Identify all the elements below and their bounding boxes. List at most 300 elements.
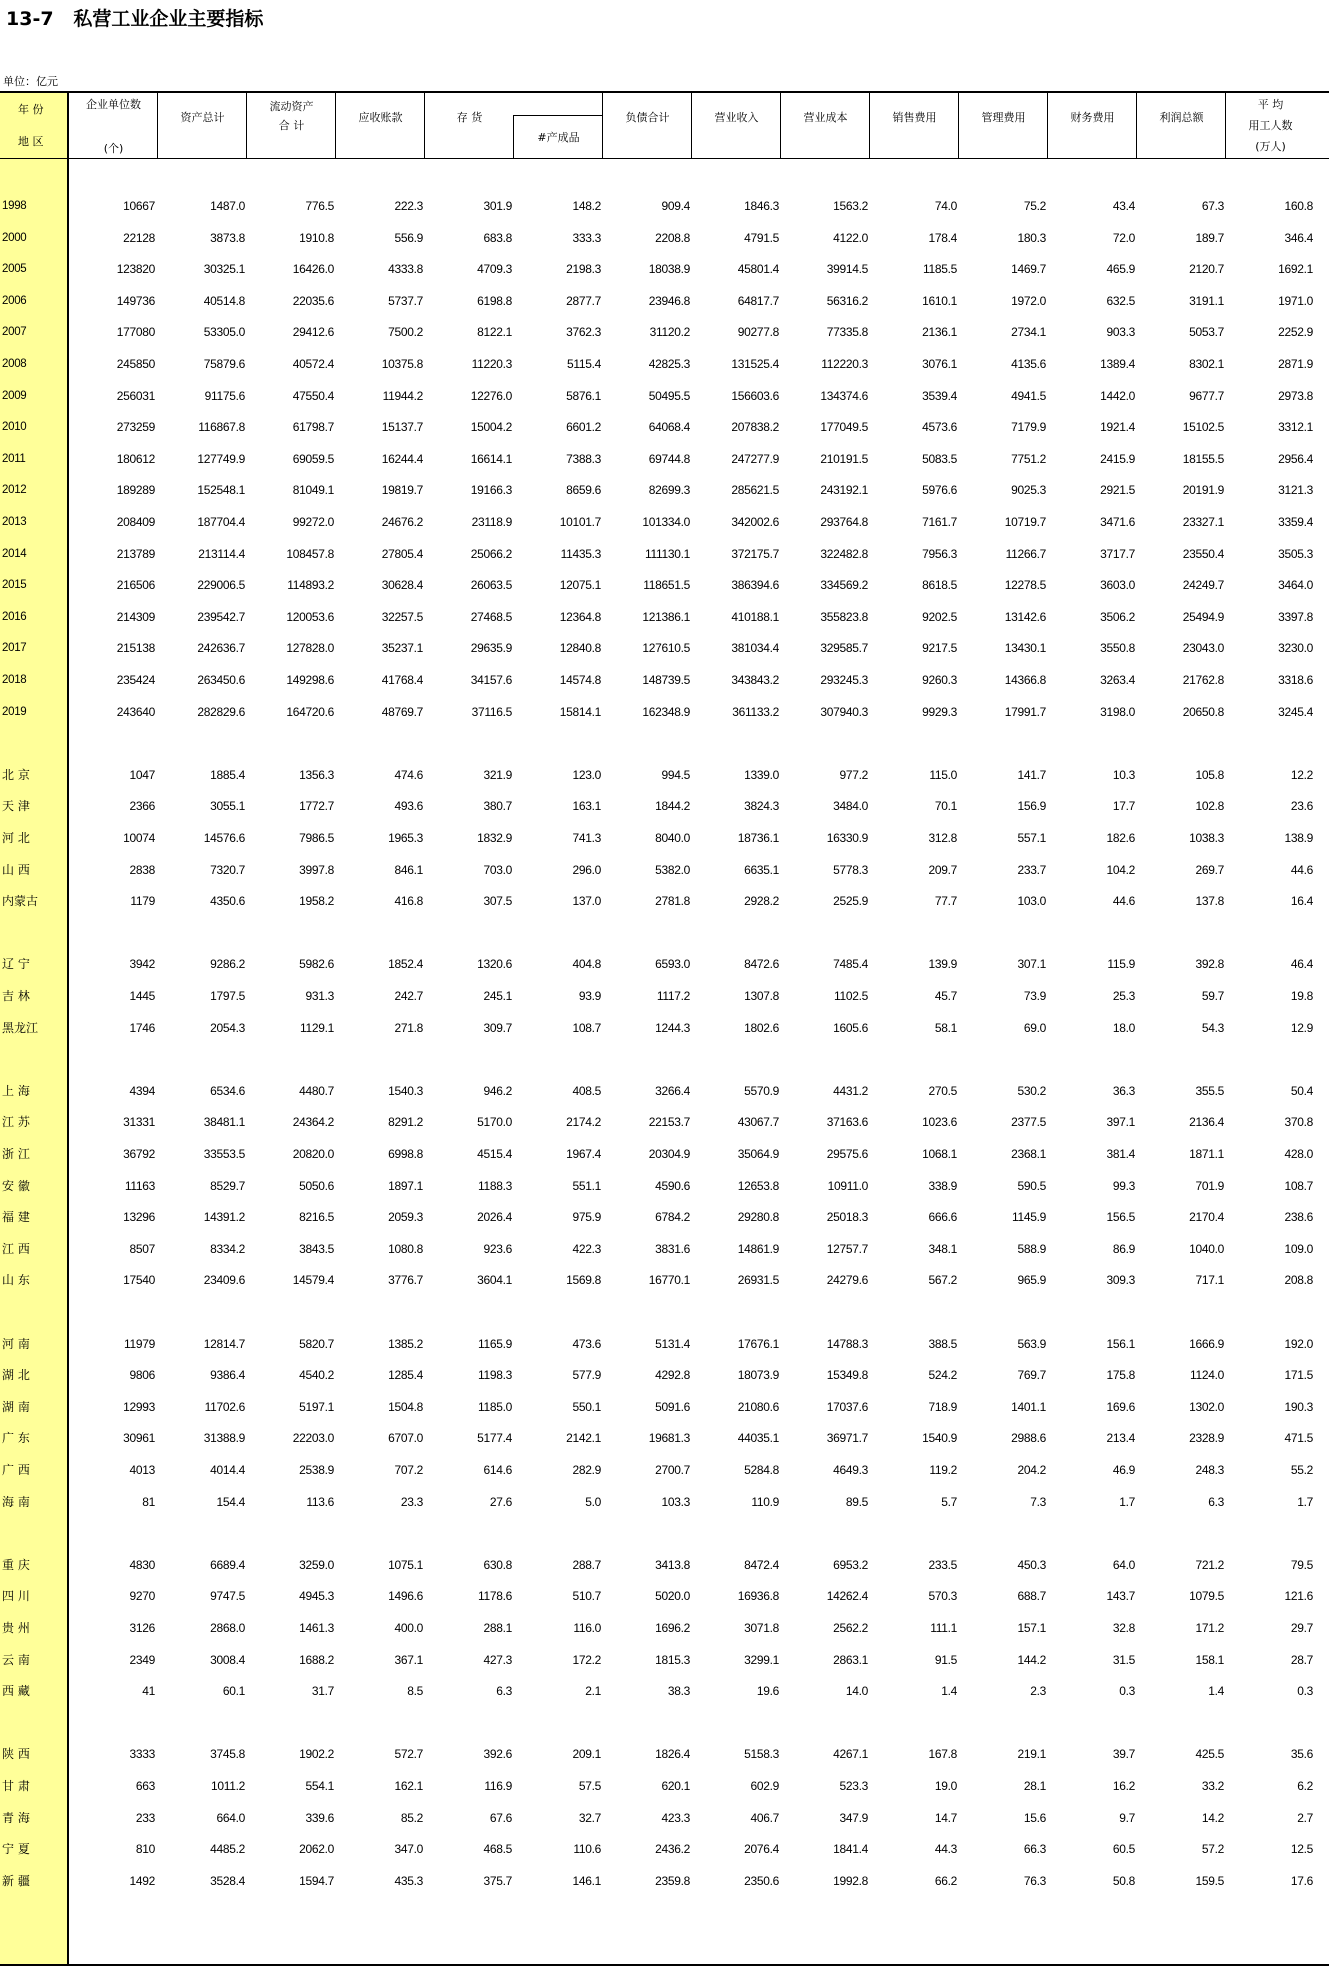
table-cell: 4431.2 <box>833 1083 868 1098</box>
table-cell: 213789 <box>116 546 155 561</box>
table-cell: 12.9 <box>1290 1020 1313 1035</box>
table-cell: 13142.6 <box>1004 609 1046 624</box>
header-divider <box>602 93 603 158</box>
table-cell: 1040.0 <box>1189 1241 1224 1256</box>
table-cell: 1302.0 <box>1189 1399 1224 1414</box>
year-row <box>0 608 1329 626</box>
table-cell: 5020.0 <box>655 1589 690 1604</box>
year-row <box>0 260 1329 278</box>
table-cell: 493.6 <box>394 799 423 814</box>
table-cell: 23043.0 <box>1182 641 1224 656</box>
table-cell: 333.3 <box>572 230 601 245</box>
table-cell: 32.7 <box>578 1810 601 1825</box>
table-cell: 8291.2 <box>388 1115 423 1130</box>
table-cell: 372175.7 <box>731 546 779 561</box>
table-cell: 7956.3 <box>922 546 957 561</box>
table-cell: 12.2 <box>1290 767 1313 782</box>
table-cell: 177049.5 <box>820 420 868 435</box>
table-cell: 1198.3 <box>477 1368 512 1383</box>
table-cell: 91175.6 <box>204 388 245 403</box>
table-cell: 29280.8 <box>737 1210 779 1225</box>
table-cell: 242.7 <box>394 989 423 1003</box>
table-cell: 3198.0 <box>1100 704 1135 719</box>
stub-header-year: 年 份 <box>18 103 44 116</box>
table-cell: 27.6 <box>489 1494 512 1509</box>
table-cell: 7500.2 <box>388 325 423 340</box>
year-row <box>0 355 1329 373</box>
table-cell: 2988.6 <box>1011 1431 1046 1446</box>
table-cell: 23327.1 <box>1182 515 1224 529</box>
table-cell: 1688.2 <box>299 1652 334 1667</box>
table-cell: 56316.2 <box>826 293 868 308</box>
table-cell: 8529.7 <box>210 1178 245 1193</box>
table-cell: 26931.5 <box>737 1273 779 1288</box>
table-cell: 108457.8 <box>286 546 334 561</box>
table-cell: 2.3 <box>1030 1684 1046 1699</box>
table-cell: 67.6 <box>489 1810 512 1825</box>
table-cell: 1185.5 <box>922 262 957 277</box>
header-subrule <box>514 115 603 116</box>
table-cell: 58.1 <box>934 1020 957 1035</box>
table-cell: 75.2 <box>1023 199 1046 213</box>
table-cell: 14576.6 <box>203 831 245 845</box>
table-cell: 427.3 <box>483 1652 512 1667</box>
table-cell: 178.4 <box>928 230 957 245</box>
table-cell: 27468.5 <box>470 609 512 624</box>
table-cell: 1967.4 <box>566 1147 601 1161</box>
table-cell: 5382.0 <box>655 862 690 877</box>
table-cell: 148739.5 <box>642 673 690 687</box>
table-cell: 50495.5 <box>648 388 690 403</box>
table-cell: 109.0 <box>1284 1241 1313 1256</box>
table-cell: 127828.0 <box>286 641 334 656</box>
year-label: 2000 <box>2 231 27 244</box>
table-cell: 69744.8 <box>648 451 690 466</box>
table-cell: 110.6 <box>573 1842 601 1857</box>
table-cell: 2026.4 <box>477 1210 512 1225</box>
table-cell: 123820 <box>116 262 155 277</box>
header-divider <box>780 93 781 158</box>
table-cell: 717.1 <box>1195 1273 1224 1288</box>
table-cell: 388.5 <box>928 1336 957 1351</box>
table-cell: 30961 <box>123 1431 155 1446</box>
column-header: (万人) <box>1255 140 1286 153</box>
region-row <box>0 1840 1329 1858</box>
region-label: 陕 西 <box>2 1747 30 1762</box>
table-cell: 24249.7 <box>1182 578 1224 593</box>
table-cell: 10101.7 <box>559 515 601 529</box>
table-cell: 1802.6 <box>744 1020 779 1035</box>
header-top-rule <box>0 91 1329 93</box>
table-cell: 721.2 <box>1195 1557 1224 1572</box>
region-row <box>0 1429 1329 1447</box>
table-cell: 36792 <box>123 1147 155 1161</box>
table-cell: 16936.8 <box>737 1589 779 1604</box>
year-label: 2017 <box>2 642 27 655</box>
table-cell: 6689.4 <box>210 1557 245 1572</box>
column-header: 管理费用 <box>981 111 1026 124</box>
table-cell: 9929.3 <box>922 704 957 719</box>
table-cell: 1610.1 <box>922 293 957 308</box>
table-cell: 5570.9 <box>744 1083 779 1098</box>
table-cell: 3505.3 <box>1278 546 1313 561</box>
table-cell: 572.7 <box>394 1747 423 1762</box>
table-cell: 2973.8 <box>1278 388 1313 403</box>
region-label: 辽 宁 <box>2 957 30 972</box>
table-cell: 397.1 <box>1106 1115 1135 1130</box>
table-cell: 17540 <box>123 1273 155 1288</box>
column-header: 存 货 <box>456 111 483 124</box>
table-cell: 846.1 <box>394 862 423 877</box>
table-cell: 18736.1 <box>737 831 779 845</box>
table-cell: 343843.2 <box>731 673 779 687</box>
table-cell: 66.3 <box>1023 1842 1046 1857</box>
table-cell: 2359.8 <box>655 1873 690 1888</box>
table-cell: 61798.7 <box>292 420 334 435</box>
table-cell: 1.7 <box>1119 1494 1135 1509</box>
table-cell: 156.9 <box>1017 799 1046 814</box>
table-cell: 163.1 <box>572 799 601 814</box>
column-header: 负债合计 <box>625 111 670 124</box>
table-cell: 1102.5 <box>833 989 868 1003</box>
table-cell: 1124.0 <box>1189 1368 1224 1383</box>
table-cell: 3245.4 <box>1278 704 1313 719</box>
table-cell: 614.6 <box>483 1463 512 1477</box>
region-row <box>0 1145 1329 1163</box>
table-cell: 6635.1 <box>744 862 779 877</box>
table-cell: 24676.2 <box>381 515 423 529</box>
table-cell: 16.4 <box>1290 894 1313 909</box>
table-cell: 3359.4 <box>1278 515 1313 529</box>
table-cell: 2781.8 <box>655 894 690 909</box>
table-cell: 683.8 <box>483 230 512 245</box>
table-cell: 9286.2 <box>210 957 245 972</box>
region-row <box>0 1587 1329 1605</box>
table-cell: 810 <box>135 1842 155 1857</box>
table-cell: 8.5 <box>407 1684 423 1699</box>
table-cell: 2136.4 <box>1189 1115 1224 1130</box>
table-cell: 29412.6 <box>292 325 334 340</box>
table-cell: 134374.6 <box>820 388 868 403</box>
year-row <box>0 703 1329 721</box>
table-cell: 2174.2 <box>566 1115 601 1130</box>
table-cell: 2928.2 <box>744 894 779 909</box>
table-cell: 423.3 <box>661 1810 690 1825</box>
table-cell: 70.1 <box>934 799 957 814</box>
table-cell: 19819.7 <box>381 483 423 498</box>
table-cell: 994.5 <box>661 767 690 782</box>
table-cell: 3299.1 <box>744 1652 779 1667</box>
table-cell: 19.0 <box>934 1779 957 1793</box>
table-cell: 10911.0 <box>827 1178 868 1193</box>
region-row <box>0 1809 1329 1827</box>
table-cell: 375.7 <box>483 1873 512 1888</box>
table-cell: 1.4 <box>1208 1684 1224 1699</box>
table-cell: 1129.1 <box>299 1020 334 1035</box>
table-cell: 1540.3 <box>388 1083 423 1098</box>
table-cell: 425.5 <box>1195 1747 1224 1762</box>
table-cell: 4791.5 <box>744 230 779 245</box>
year-label: 2010 <box>2 421 27 434</box>
table-cell: 474.6 <box>394 767 423 782</box>
table-cell: 1068.1 <box>922 1147 957 1161</box>
table-cell: 115.9 <box>1107 957 1135 972</box>
table-cell: 2863.1 <box>833 1652 868 1667</box>
year-row <box>0 545 1329 563</box>
table-cell: 115.0 <box>929 767 957 782</box>
table-cell: 19.8 <box>1290 989 1313 1003</box>
table-cell: 8507 <box>129 1241 155 1256</box>
table-cell: 355823.8 <box>820 609 868 624</box>
table-cell: 1117.2 <box>656 989 690 1003</box>
table-cell: 6198.8 <box>477 293 512 308</box>
table-cell: 776.5 <box>305 199 334 213</box>
table-cell: 5083.5 <box>922 451 957 466</box>
table-cell: 3762.3 <box>566 325 601 340</box>
region-row <box>0 1113 1329 1131</box>
table-cell: 35.6 <box>1290 1747 1313 1762</box>
table-cell: 177080 <box>116 325 155 340</box>
table-cell: 16330.9 <box>826 831 868 845</box>
table-cell: 25018.3 <box>826 1210 868 1225</box>
table-cell: 38.3 <box>667 1684 690 1699</box>
table-cell: 15137.7 <box>381 420 423 435</box>
table-cell: 85.2 <box>400 1810 423 1825</box>
table-cell: 282.9 <box>572 1463 601 1477</box>
table-cell: 16426.0 <box>292 262 334 277</box>
table-cell: 1605.6 <box>833 1020 868 1035</box>
table-cell: 149736 <box>116 293 155 308</box>
table-cell: 471.5 <box>1284 1431 1313 1446</box>
table-cell: 15814.1 <box>559 704 601 719</box>
table-cell: 1075.1 <box>388 1557 423 1572</box>
table-cell: 208.8 <box>1284 1273 1313 1288</box>
table-cell: 46.9 <box>1112 1463 1135 1477</box>
table-cell: 152548.1 <box>197 483 245 498</box>
region-row <box>0 1556 1329 1574</box>
table-cell: 139.9 <box>928 957 957 972</box>
table-cell: 602.9 <box>750 1779 779 1793</box>
table-cell: 386394.6 <box>731 578 779 593</box>
column-header: 财务费用 <box>1070 111 1115 124</box>
table-cell: 159.5 <box>1195 1873 1224 1888</box>
table-cell: 31331 <box>123 1115 155 1130</box>
table-cell: 3776.7 <box>388 1273 423 1288</box>
table-cell: 1897.1 <box>388 1178 423 1193</box>
table-cell: 4013 <box>129 1463 155 1477</box>
table-cell: 3824.3 <box>744 799 779 814</box>
region-label: 黑龙江 <box>2 1020 39 1035</box>
table-cell: 112220.3 <box>821 357 868 371</box>
table-cell: 21080.6 <box>737 1399 779 1414</box>
table-cell: 102.8 <box>1195 799 1224 814</box>
region-label: 河 北 <box>2 831 30 845</box>
table-cell: 0.3 <box>1119 1684 1135 1699</box>
table-cell: 137.8 <box>1195 894 1224 909</box>
table-cell: 123.0 <box>572 767 601 782</box>
table-cell: 9806 <box>129 1368 155 1383</box>
table-cell: 22128 <box>123 230 155 245</box>
table-cell: 3318.6 <box>1278 673 1313 687</box>
table-cell: 14366.8 <box>1004 673 1046 687</box>
table-cell: 473.6 <box>572 1336 601 1351</box>
table-cell: 909.4 <box>661 199 690 213</box>
table-cell: 348.1 <box>928 1241 957 1256</box>
table-cell: 2062.0 <box>299 1842 334 1857</box>
table-cell: 14.0 <box>845 1684 868 1699</box>
table-cell: 322482.8 <box>820 546 868 561</box>
region-row <box>0 1619 1329 1637</box>
table-cell: 164720.6 <box>286 704 334 719</box>
table-cell: 2871.9 <box>1278 357 1313 371</box>
table-cell: 111130.1 <box>645 546 690 561</box>
region-label: 广 西 <box>2 1463 30 1477</box>
table-cell: 111.1 <box>930 1621 957 1635</box>
table-cell: 392.6 <box>483 1747 512 1762</box>
table-cell: 44035.1 <box>737 1431 779 1446</box>
region-label: 山 东 <box>2 1273 30 1288</box>
table-cell: 18038.9 <box>648 262 690 277</box>
table-cell: 1594.7 <box>299 1873 334 1888</box>
table-cell: 5982.6 <box>299 957 334 972</box>
table-cell: 2436.2 <box>655 1842 690 1857</box>
table-cell: 45.7 <box>934 989 957 1003</box>
region-row <box>0 1651 1329 1669</box>
table-cell: 105.8 <box>1195 767 1224 782</box>
table-cell: 556.9 <box>394 230 423 245</box>
year-row <box>0 481 1329 499</box>
table-cell: 22153.7 <box>648 1115 690 1130</box>
table-cell: 1178.6 <box>477 1589 512 1604</box>
table-cell: 22035.6 <box>292 293 334 308</box>
table-cell: 406.7 <box>750 1810 779 1825</box>
table-cell: 288.1 <box>483 1621 512 1635</box>
table-cell: 707.2 <box>394 1463 423 1477</box>
table-cell: 17.7 <box>1112 799 1135 814</box>
table-cell: 245850 <box>116 357 155 371</box>
region-row <box>0 1240 1329 1258</box>
table-cell: 141.7 <box>1017 767 1046 782</box>
table-cell: 4590.6 <box>655 1178 690 1193</box>
table-cell: 1871.1 <box>1189 1147 1224 1161</box>
table-cell: 27805.4 <box>381 546 423 561</box>
table-cell: 101334.0 <box>642 515 690 529</box>
table-cell: 307940.3 <box>820 704 868 719</box>
year-row <box>0 513 1329 531</box>
table-cell: 2877.7 <box>566 293 601 308</box>
table-cell: 35064.9 <box>737 1147 779 1161</box>
region-row <box>0 892 1329 910</box>
table-cell: 7320.7 <box>210 862 245 877</box>
table-cell: 2368.1 <box>1011 1147 1046 1161</box>
page-title: 13-7 私营工业企业主要指标 <box>6 8 264 30</box>
table-cell: 21762.8 <box>1182 673 1224 687</box>
table-cell: 3484.0 <box>833 799 868 814</box>
table-cell: 1971.0 <box>1278 293 1313 308</box>
table-cell: 3471.6 <box>1100 515 1135 529</box>
table-cell: 29.7 <box>1290 1621 1313 1635</box>
table-cell: 238.6 <box>1284 1210 1313 1225</box>
table-cell: 2921.5 <box>1100 483 1135 498</box>
table-cell: 7161.7 <box>922 515 957 529</box>
region-row <box>0 1745 1329 1763</box>
column-header: 流动资产 <box>269 100 314 113</box>
table-cell: 329585.7 <box>820 641 868 656</box>
table-cell: 6601.2 <box>566 420 601 435</box>
table-cell: 14788.3 <box>826 1336 868 1351</box>
table-cell: 5737.7 <box>388 293 423 308</box>
table-cell: 4350.6 <box>210 894 245 909</box>
table-cell: 46.4 <box>1290 957 1313 972</box>
table-cell: 207838.2 <box>731 420 779 435</box>
table-cell: 156.5 <box>1106 1210 1135 1225</box>
table-bottom-rule <box>0 1964 1329 1966</box>
table-cell: 1038.3 <box>1189 831 1224 845</box>
table-cell: 146.1 <box>572 1873 601 1888</box>
table-cell: 688.7 <box>1017 1589 1046 1604</box>
table-cell: 1852.4 <box>388 957 423 972</box>
table-cell: 8618.5 <box>922 578 957 593</box>
table-cell: 632.5 <box>1106 293 1135 308</box>
table-cell: 6.2 <box>1297 1779 1313 1793</box>
table-cell: 59.7 <box>1201 989 1224 1003</box>
region-label: 重 庆 <box>2 1557 30 1572</box>
table-cell: 1244.3 <box>655 1020 690 1035</box>
table-cell: 114893.2 <box>287 578 334 593</box>
table-cell: 29635.9 <box>470 641 512 656</box>
table-cell: 2525.9 <box>833 894 868 909</box>
table-cell: 450.3 <box>1017 1557 1046 1572</box>
table-cell: 10375.8 <box>381 357 423 371</box>
table-cell: 60.1 <box>222 1684 245 1699</box>
table-cell: 118651.5 <box>643 578 690 593</box>
table-cell: 18155.5 <box>1182 451 1224 466</box>
table-cell: 157.1 <box>1017 1621 1046 1635</box>
table-cell: 180.3 <box>1017 230 1046 245</box>
region-label: 甘 肃 <box>2 1779 30 1793</box>
table-cell: 557.1 <box>1017 831 1046 845</box>
table-cell: 554.1 <box>305 1779 334 1793</box>
table-cell: 69.0 <box>1023 1020 1046 1035</box>
table-cell: 5115.4 <box>566 357 601 371</box>
year-label: 1998 <box>2 200 27 212</box>
table-cell: 321.9 <box>483 767 512 782</box>
table-cell: 16244.4 <box>381 451 423 466</box>
table-cell: 204.2 <box>1017 1463 1046 1477</box>
table-cell: 15.6 <box>1023 1810 1046 1825</box>
table-cell: 946.2 <box>483 1083 512 1098</box>
table-cell: 22203.0 <box>292 1431 334 1446</box>
region-row <box>0 1271 1329 1289</box>
table-cell: 1185.0 <box>477 1399 512 1414</box>
table-cell: 11944.2 <box>382 388 423 403</box>
table-cell: 54.3 <box>1201 1020 1224 1035</box>
table-cell: 1666.9 <box>1189 1336 1224 1351</box>
table-cell: 1047 <box>129 767 155 782</box>
table-cell: 3076.1 <box>922 357 957 371</box>
table-cell: 510.7 <box>572 1589 601 1604</box>
table-cell: 523.3 <box>839 1779 868 1793</box>
table-cell: 4485.2 <box>210 1842 245 1857</box>
table-cell: 3008.4 <box>210 1652 245 1667</box>
table-cell: 5820.7 <box>299 1336 334 1351</box>
table-cell: 769.7 <box>1017 1368 1046 1383</box>
table-cell: 86.9 <box>1112 1241 1135 1256</box>
table-cell: 44.6 <box>1290 862 1313 877</box>
region-label: 四 川 <box>2 1589 30 1604</box>
table-cell: 309.7 <box>483 1020 512 1035</box>
table-cell: 6953.2 <box>833 1557 868 1572</box>
